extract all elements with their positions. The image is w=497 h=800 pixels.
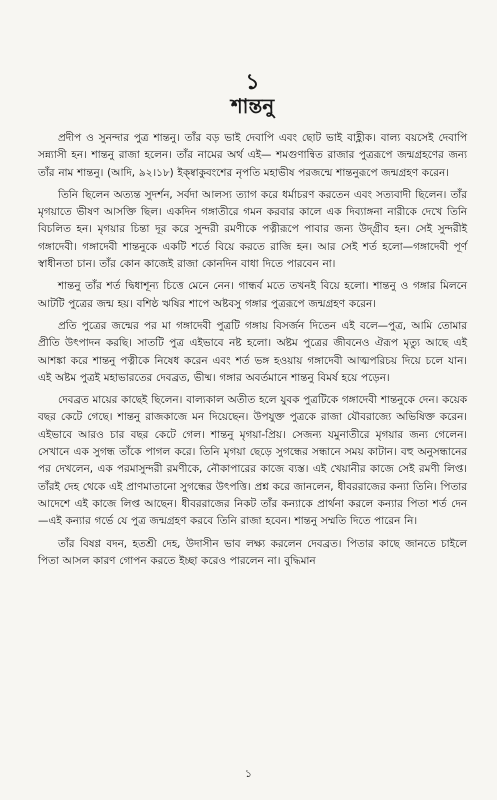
paragraph: তাঁর বিষণ্ণ বদন, হতশ্রী দেহ, উদাসীন ভাব লক্ষ্য করলেন দেবব্রত। পিতার কাছে জানতে চাইলে পিতা আসল কারণ গোপন করতে ইচ্ছা করেও পারলেন না। বুদ্ধিমান [38,537,467,567]
chapter-title: শান্তনু [230,94,275,118]
paragraph: দেবব্রত মায়ের কাছেই ছিলেন। বাল্যকাল অতীত হলে যুবক পুত্রটিকে গঙ্গাদেবী শান্তনুকে দেন। কয়েক বছর কেটে গেছে। শান্তনু রাজকাজে মন দিয়েছেন। উপযুক্ত পুত্রকে রাজা যৌবরাজ্যে অভিষিক্ত করেন। এইভাবে আরও চার বছর কেটে গেল। শান্তনু মৃগয়া-প্রিয়। সেজন্য যমুনাতীরে মৃগয়ার জন্য গেলেন। সেখানে এক সুগন্ধ তাঁকে পাগল করে। তিনি মৃগয়া ছেড়ে সুগন্ধের সন্ধানে সময় কাটান। বহু অনুসন্ধানের পর দেখলেন, এক পরমাসুন্দরী রমণীকে, নৌকাপারের কাজে ব্যস্ত। এই খেয়ানীর কাজে সেই রমণী লিপ্ত। তাঁরই দেহ থেকে এই প্রাণমাতানো সুগন্ধের উৎপত্তি। প্রশ্ন করে জানলেন, ধীবররাজের কন্যা তিনি। পিতার আদেশে এই কাজে লিপ্ত আছেন। ধীবররাজের নিকট তাঁর কন্যাকে প্রার্থনা করলে কন্যার পিতা শর্ত দেন—এই কন্যার গর্ভে যে পুত্র জন্মগ্রহণ করবে তিনি রাজা হবেন। শান্তনু সম্মতি দিতে পারেন নি। [38,394,467,528]
chapter-body [38,130,467,570]
chapter-number: ১ [245,69,260,95]
paragraph: প্রতি পুত্রের জন্মের পর মা গঙ্গাদেবী পুত্রটি গঙ্গায় বিসর্জন দিতেন এই বলে—পুত্র, আমি তোমার প্রীতি উৎপাদন করছি। সাতটি পুত্র এইভাবে নষ্ট হলো। অষ্টম পুত্রের জীবনেও ঐরূপ মৃত্যু আছে এই আশঙ্কা করে শান্তনু পত্নীকে নিষেধ করেন এবং শর্ত ভঙ্গ হওয়ায় গঙ্গাদেবী আত্মপরিচয় দিয়ে চলে যান। এই অষ্টম পুত্রই মহাভারতের দেবব্রত, ভীষ্ম। গঙ্গার অবর্তমানে শান্তনু বিমর্ষ হয়ে পড়েন। [38,319,467,384]
paragraph: প্রদীপ ও সুনন্দার পুত্র শান্তনু। তাঁর বড় ভাই দেবাপি এবং ছোট ভাই বাহ্লীক। বাল্য বয়সেই দেবাপি সন্ন্যাসী হন। শান্তনু রাজা হলেন। তাঁর নামের অর্থ এই— শমগুণান্বিত রাজার পুত্ররূপে জন্মগ্রহণের জন্য তাঁর নাম শান্তনু। (আদি, ৯২।১৮) ইক্ষ্বাকুবংশের নৃপতি মহাভীষ পরজন্মে শান্তনুরূপে জন্মগ্রহণ করেন। [38,132,467,179]
paragraph: শান্তনু তাঁর শর্ত দ্বিধাশূন্য চিত্তে মেনে নেন। গান্ধর্ব মতে তখনই বিয়ে হলো। শান্তনু ও গঙ্গার মিলনে আটটি পুত্রের জন্ম হয়। বশিষ্ঠ ঋষির শাপে অষ্টবসু গঙ্গার পুত্ররূপে জন্মগ্রহণ করেন। [38,280,467,310]
paragraph: তিনি ছিলেন অত্যন্ত সুদর্শন, সর্বদা আলস্য ত্যাগ করে ধর্মাচরণ করতেন এবং সত্যবাদী ছিলেন। তাঁর মৃগয়াতে ভীষণ আসক্তি ছিল। একদিন গঙ্গাতীরে গমন করবার কালে এক দিব্যাঙ্গনা নারীকে দেখে তিনি বিচলিত হন। মৃগয়ার চিন্তা দূর করে সুন্দরী রমণীকে পত্নীরূপে পাবার জন্য উদ্গ্রীব হন। সেই সুন্দরীই গঙ্গাদেবী। গঙ্গাদেবী শান্তনুকে একটি শর্তে বিয়ে করতে রাজি হন। আর সেই শর্ত হলো—গঙ্গাদেবী পূর্ণ স্বাধীনতা চান। তাঁর কোন কাজেই রাজা কোনদিন বাধা দিতে পারবেন না। [38,188,467,271]
page-number: ১ [244,767,253,780]
